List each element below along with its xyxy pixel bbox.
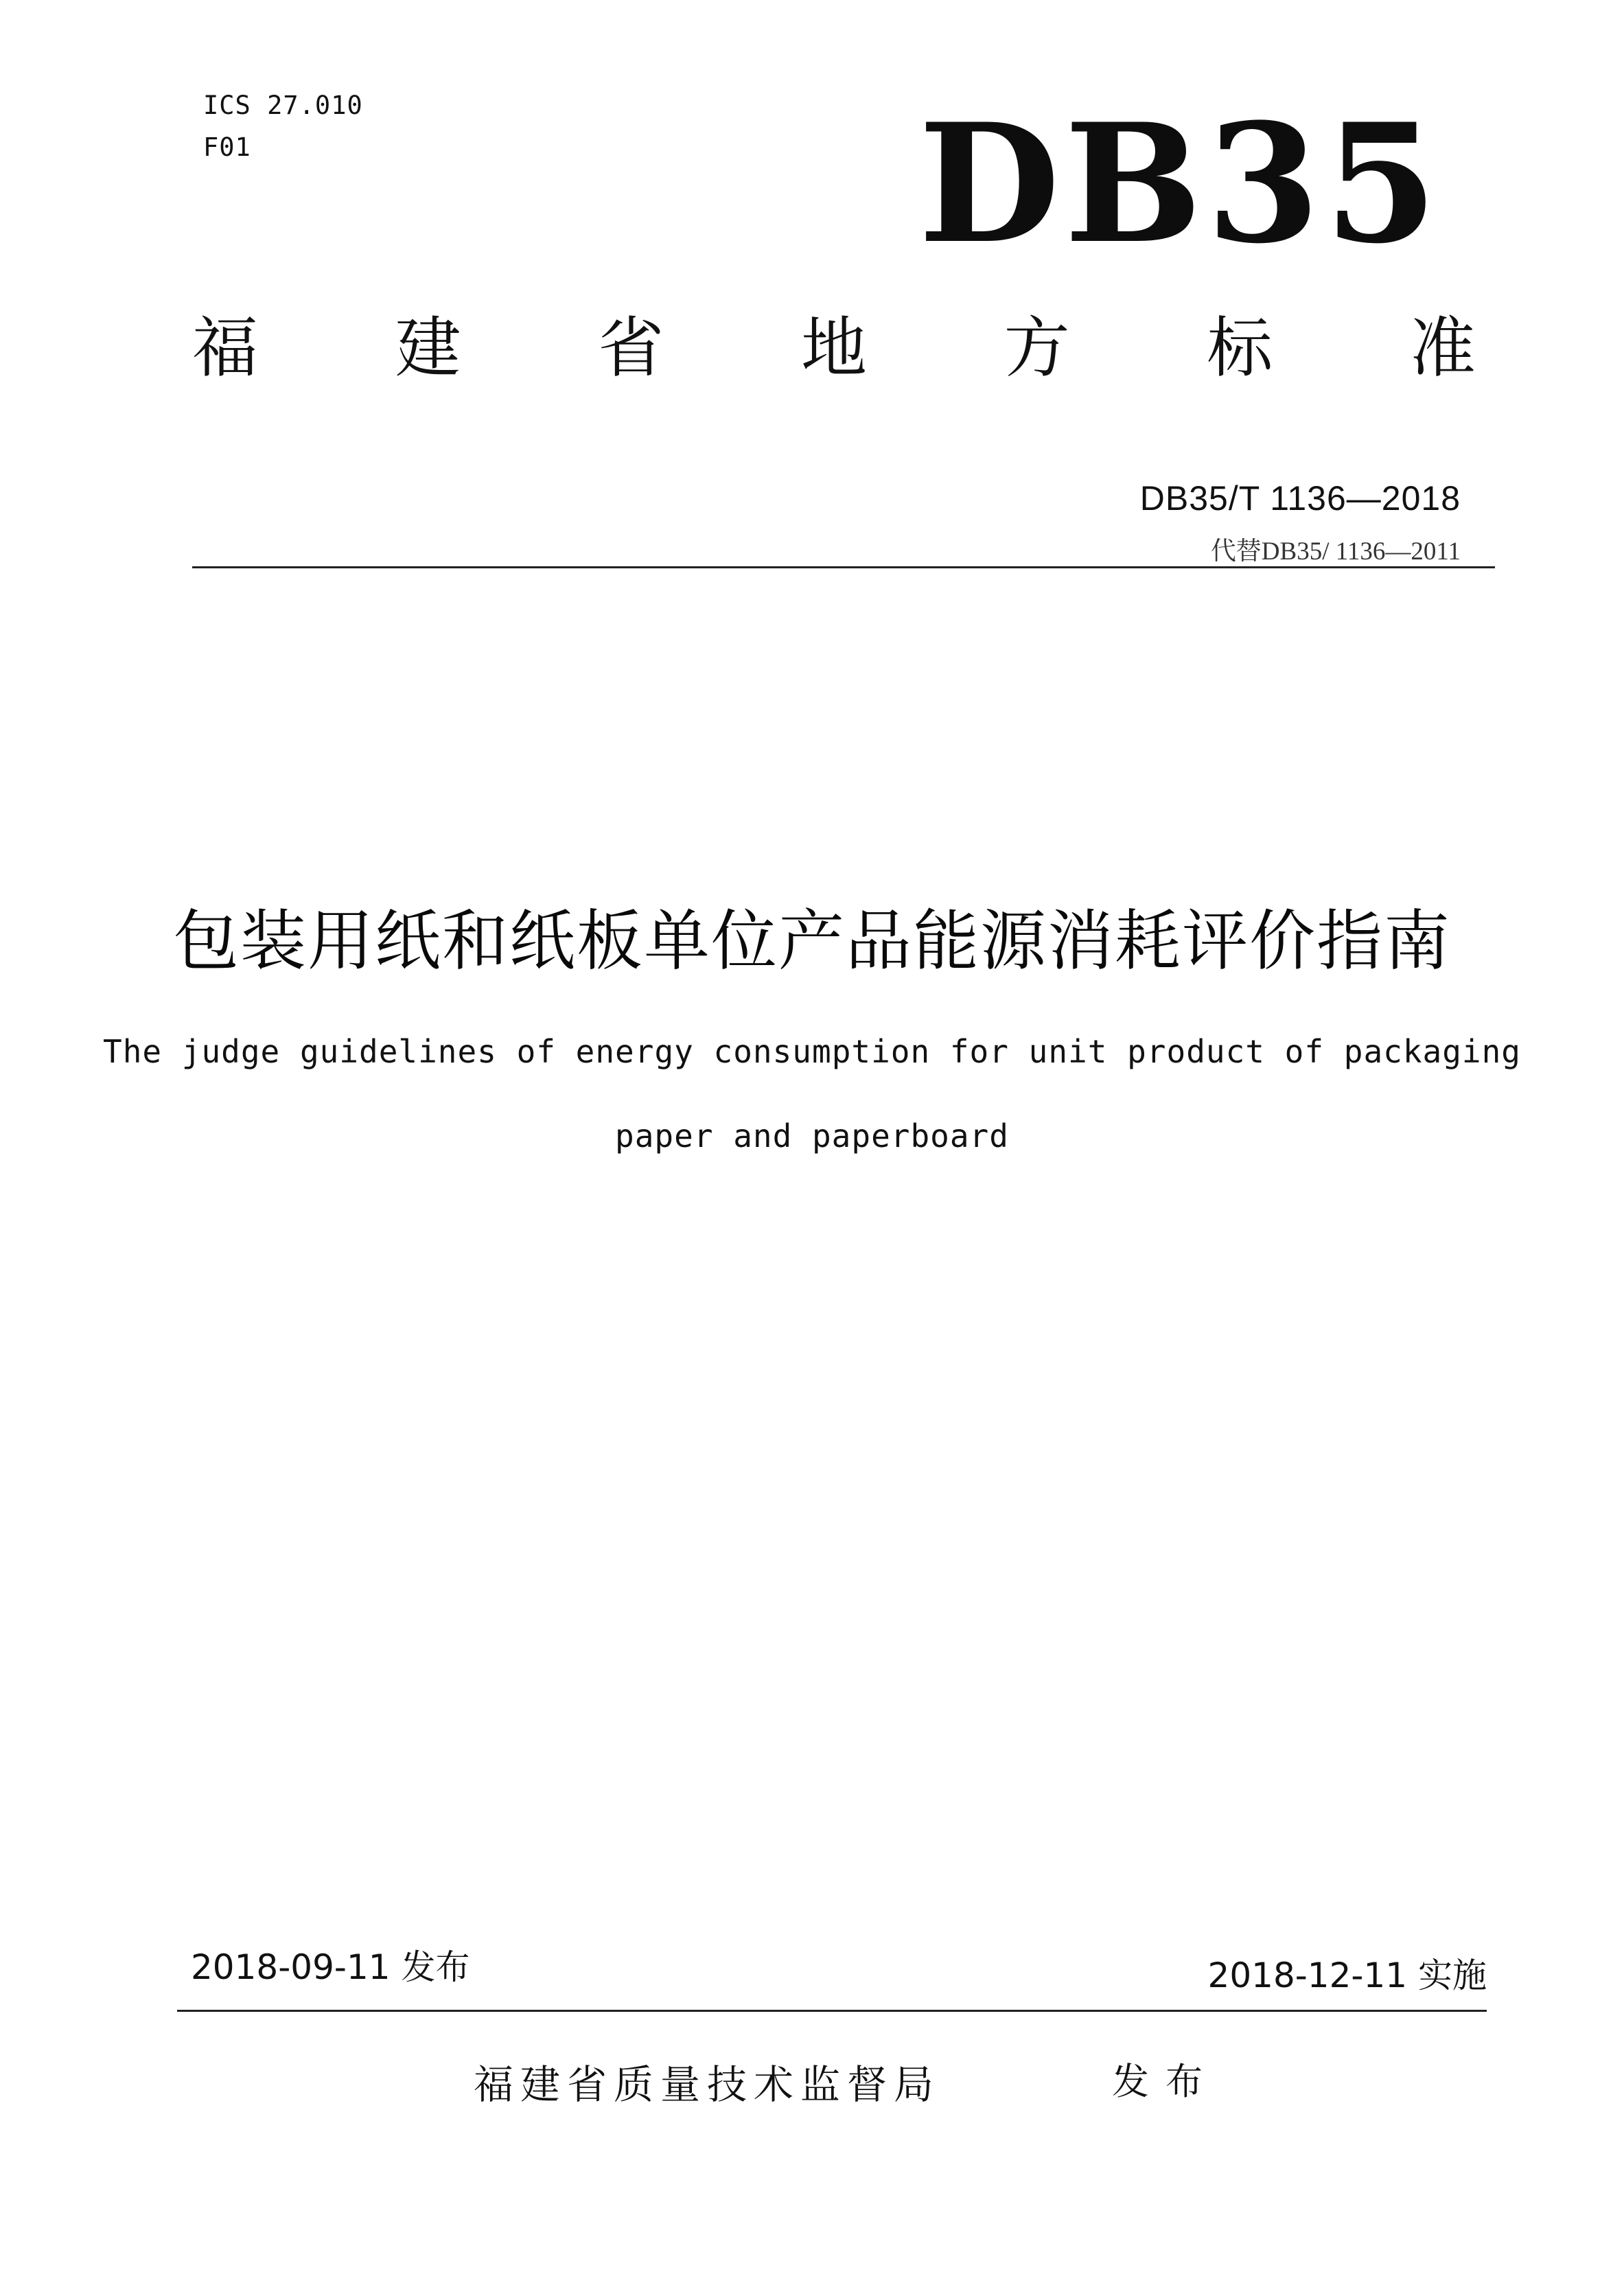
document-title-chinese: 包装用纸和纸板单位产品能源消耗评价指南 [173,903,1451,979]
standard-number: DB35/T 1136—2018 [1139,479,1461,518]
replaces-note: 代替DB35/ 1136—2011 [1210,537,1461,566]
classification-code: F01 [203,132,251,162]
standard-type-char: 准 [1409,310,1476,386]
effective-date: 2018-12-11 实施 [1207,1956,1487,1995]
document-title-english-line1: The judge guidelines of energy consumption for unit product of packaging [103,1033,1521,1070]
publish-label: 发布 [1112,2060,1219,2103]
standard-type-char: 方 [1004,310,1070,386]
standard-type-char: 建 [395,310,461,386]
standard-type-char: 标 [1207,310,1273,386]
publisher-name: 福建省质量技术监督局 [474,2061,941,2108]
standard-type-char: 省 [598,310,664,386]
ics-code: ICS 27.010 [203,91,363,120]
issue-date: 2018-09-11 发布 [191,1947,470,1987]
standard-type-char: 福 [192,310,258,386]
document-title-english-line2: paper and paperboard [615,1117,1009,1155]
standard-type-heading [192,312,1476,385]
db-mark: DB35 [918,89,1442,280]
bottom-divider [177,2010,1487,2012]
standard-type-char: 地 [800,310,867,386]
top-divider [192,566,1495,568]
